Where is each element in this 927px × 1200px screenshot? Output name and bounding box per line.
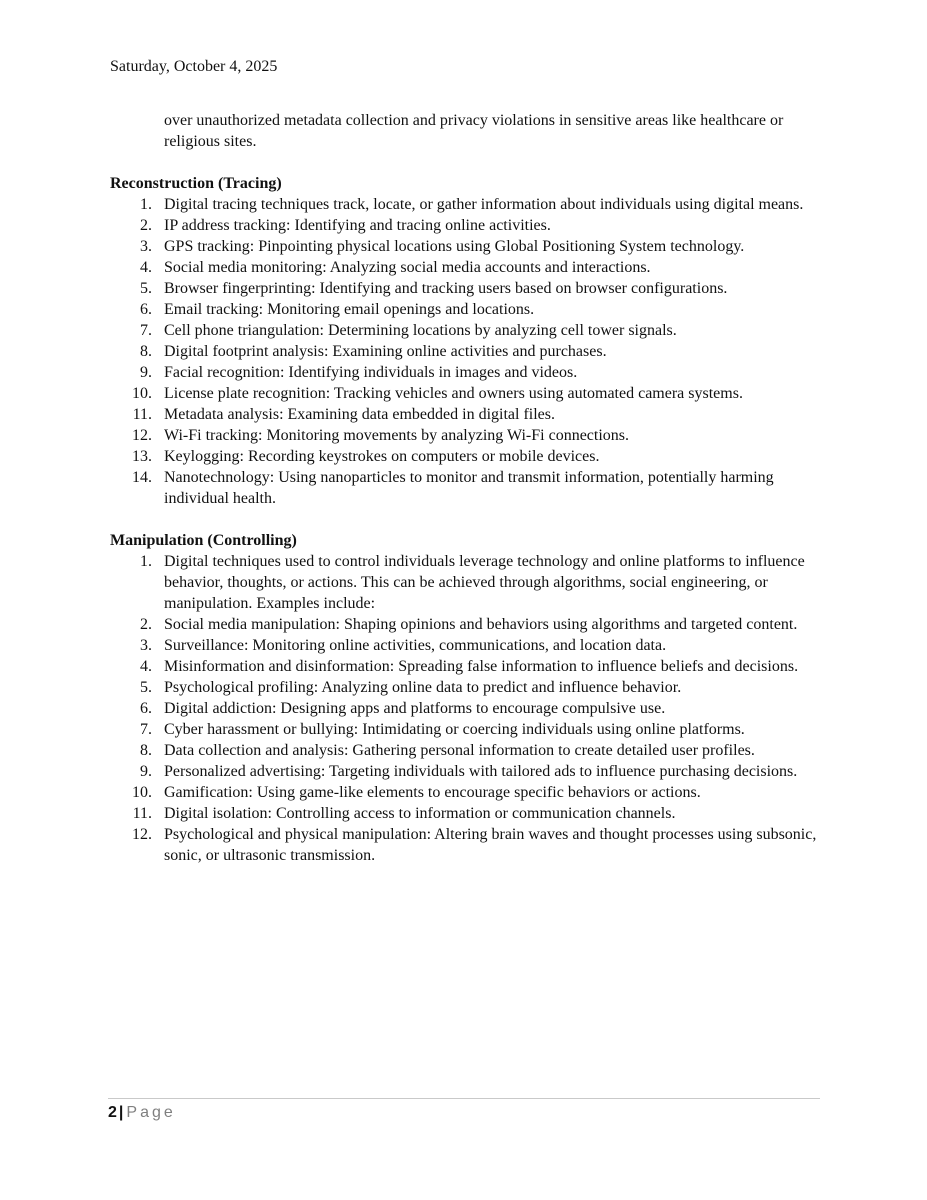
list-item-text: Data collection and analysis: Gathering personal information to create detailed user profiles. [164,742,755,759]
list-number: 3. [140,637,152,654]
section-heading: Reconstruction (Tracing) [110,175,282,192]
list-item [110,803,822,824]
list-item [110,299,822,320]
list-item-text: Nanotechnology: Using nanoparticles to monitor and transmit information, potentially harming individual health. [164,469,774,507]
list-item-text: Digital addiction: Designing apps and platforms to encourage compulsive use. [164,700,666,717]
list-item-text: Personalized advertising: Targeting individuals with tailored ads to influence purchasing decisions. [164,763,798,780]
list-number: 12. [132,427,152,444]
list-item [110,635,822,656]
document-body [110,110,822,887]
list-item [110,257,822,278]
list-item-text: Wi-Fi tracking: Monitoring movements by analyzing Wi-Fi connections. [164,427,630,444]
list-number: 1. [140,553,152,570]
list-item-text: Browser fingerprinting: Identifying and tracking users based on browser configurations. [164,280,728,297]
list-item [110,614,822,635]
list-number: 5. [140,679,152,696]
list-item-text: Cell phone triangulation: Determining locations by analyzing cell tower signals. [164,322,677,339]
list-number: 9. [140,763,152,780]
tracing-list [110,194,822,509]
list-item [110,551,822,614]
list-item [110,215,822,236]
list-item [110,341,822,362]
list-item-text: Digital footprint analysis: Examining online activities and purchases. [164,343,607,360]
list-number: 2. [140,217,152,234]
page-separator: | [118,1104,124,1121]
continuation-paragraph: over unauthorized metadata collection and privacy violations in sensitive areas like healthcare or religious sites. [164,112,784,150]
list-item [110,194,822,215]
list-item-text: Digital isolation: Controlling access to information or communication channels. [164,805,676,822]
list-item [110,740,822,761]
header-date: Saturday, October 4, 2025 [110,58,278,75]
list-item [110,467,822,509]
list-item [110,383,822,404]
page-footer [108,1103,176,1123]
list-number: 11. [132,805,152,822]
section-reconstruction [110,173,822,509]
list-item [110,362,822,383]
section-manipulation [110,530,822,866]
list-number: 8. [140,742,152,759]
page-number: 2 [108,1104,117,1121]
list-number: 8. [140,343,152,360]
footer-divider [108,1098,820,1099]
list-number: 6. [140,700,152,717]
list-item [110,761,822,782]
list-item-text: Misinformation and disinformation: Spreading false information to influence beliefs and decisions. [164,658,799,675]
list-item-text: Cyber harassment or bullying: Intimidating or coercing individuals using online platforms. [164,721,745,738]
list-item-text: License plate recognition: Tracking vehicles and owners using automated camera systems. [164,385,743,402]
page-word: Page [126,1104,176,1121]
list-number: 4. [140,658,152,675]
list-number: 2. [140,616,152,633]
controlling-list [110,551,822,866]
list-number: 14. [132,469,152,486]
list-item [110,677,822,698]
section-heading: Manipulation (Controlling) [110,532,297,549]
list-item [110,656,822,677]
list-item [110,782,822,803]
list-number: 12. [132,826,152,843]
list-item-text: Digital tracing techniques track, locate, or gather information about individuals using digital means. [164,196,804,213]
list-item-text: Email tracking: Monitoring email openings and locations. [164,301,535,318]
list-number: 7. [140,322,152,339]
list-item [110,425,822,446]
list-item [110,236,822,257]
list-number: 10. [132,784,152,801]
list-item [110,320,822,341]
list-item-text: Gamification: Using game-like elements to encourage specific behaviors or actions. [164,784,701,801]
list-number: 10. [132,385,152,402]
list-number: 9. [140,364,152,381]
list-item-text: Keylogging: Recording keystrokes on computers or mobile devices. [164,448,600,465]
list-item [110,719,822,740]
list-number: 13. [132,448,152,465]
list-item-text: Metadata analysis: Examining data embedded in digital files. [164,406,555,423]
list-item-text: IP address tracking: Identifying and tracing online activities. [164,217,551,234]
list-item-text: Facial recognition: Identifying individuals in images and videos. [164,364,578,381]
list-item [110,824,822,866]
list-number: 3. [140,238,152,255]
list-item-text: Psychological profiling: Analyzing online data to predict and influence behavior. [164,679,682,696]
list-item-text: Digital techniques used to control individuals leverage technology and online platforms to influence behavior, thoughts, or actions. This can be achieved through algorithms, social engineering, or manipulation. Examples include: [164,553,805,612]
list-item-text: GPS tracking: Pinpointing physical locations using Global Positioning System technology. [164,238,745,255]
list-item [110,278,822,299]
list-item-text: Social media manipulation: Shaping opinions and behaviors using algorithms and targeted content. [164,616,798,633]
list-number: 6. [140,301,152,318]
list-item [110,404,822,425]
list-item [110,446,822,467]
list-number: 4. [140,259,152,276]
list-item-text: Psychological and physical manipulation: Altering brain waves and thought processes using subsonic, sonic, or ultrasonic transmission. [164,826,817,864]
list-number: 1. [140,196,152,213]
list-item-text: Social media monitoring: Analyzing social media accounts and interactions. [164,259,651,276]
list-number: 5. [140,280,152,297]
list-item-text: Surveillance: Monitoring online activities, communications, and location data. [164,637,667,654]
list-number: 11. [132,406,152,423]
list-item [110,698,822,719]
list-number: 7. [140,721,152,738]
